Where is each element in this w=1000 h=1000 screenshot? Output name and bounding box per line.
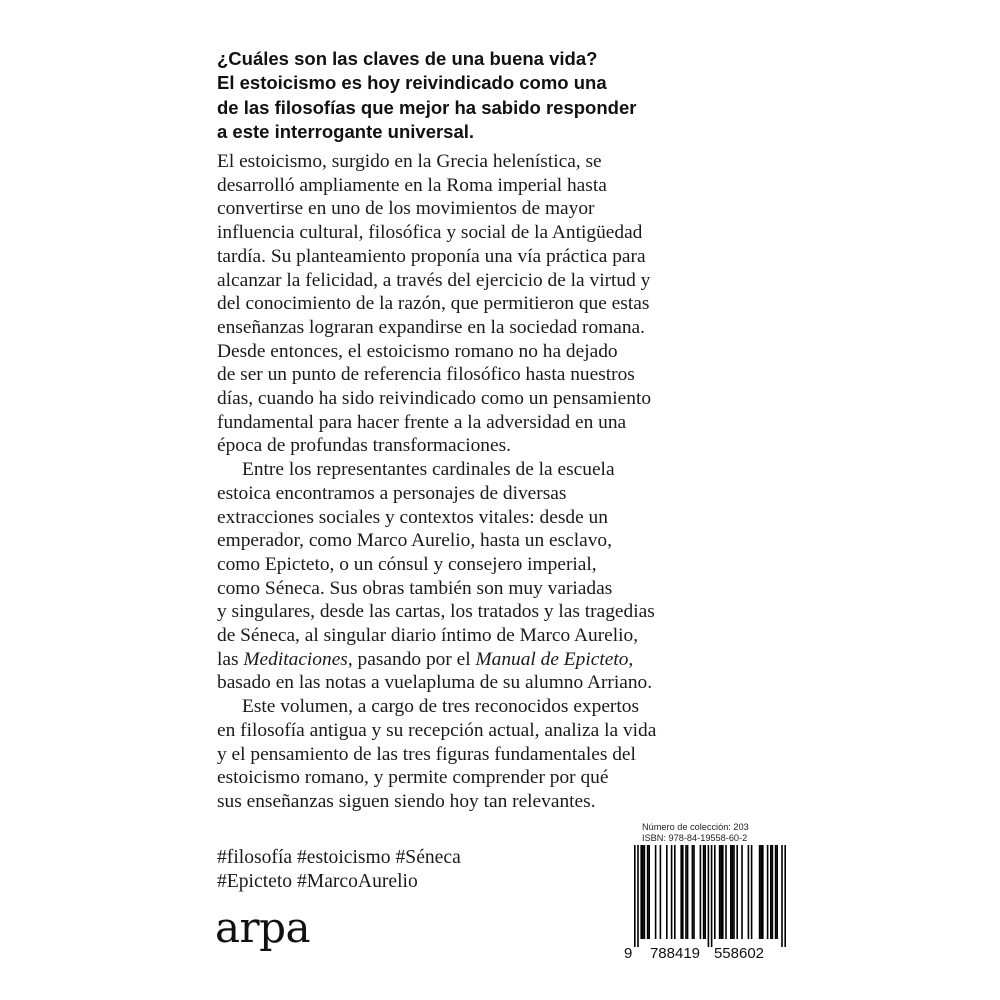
text-line: días, cuando ha sido reivindicado como un pensamiento xyxy=(217,388,652,410)
barcode-bar xyxy=(647,845,649,939)
text-line: enseñanzas lograran expandirse en la sociedad romana. xyxy=(217,316,646,338)
text-line: estoica encontramos a personajes de diversas xyxy=(217,482,567,504)
text-line: El estoicismo, surgido en la Grecia helenística, se xyxy=(217,151,602,172)
text-line: como Séneca. Sus obras también son muy variadas xyxy=(217,577,613,599)
isbn: ISBN: 978-84-19558-60-2 xyxy=(642,833,748,843)
barcode-bar xyxy=(748,845,750,939)
collection-number: Número de colección: 203 xyxy=(642,822,749,832)
text-line: y el pensamiento de las tres figuras fundamentales del xyxy=(217,743,636,765)
text-line: del conocimiento de la razón, que permitieron que estas xyxy=(217,293,650,315)
barcode-bar xyxy=(634,845,636,947)
lead-line: a este interrogante universal. xyxy=(217,121,475,143)
barcode-bar xyxy=(700,845,702,939)
lead-line: de las filosofías que mejor ha sabido responder xyxy=(217,96,637,118)
barcode-bar xyxy=(660,845,662,939)
barcode-bar xyxy=(704,845,706,939)
barcode-bar xyxy=(655,845,657,939)
text-run: las xyxy=(217,648,244,670)
publisher-logo: arpa xyxy=(215,903,311,952)
barcode-bar xyxy=(692,845,694,939)
barcode-bar xyxy=(732,845,734,939)
text-line: de Séneca, al singular diario íntimo de Marco Aurelio, xyxy=(217,625,639,647)
hashtag-line: #Epicteto #MarcoAurelio xyxy=(217,871,418,893)
hashtag-line: #filosofía #estoicismo #Séneca xyxy=(217,847,461,868)
text-line: tardía. Su planteamiento proponía una vía práctica para xyxy=(217,245,646,267)
text-line: época de profundas transformaciones. xyxy=(217,435,511,457)
barcode-digits-right: 558602 xyxy=(713,945,765,962)
text-run: , xyxy=(628,648,634,670)
book-title-manual: Manual de Epicteto xyxy=(475,648,629,670)
barcode-bar xyxy=(784,845,786,947)
barcode-bar xyxy=(741,845,743,939)
barcode-bar xyxy=(722,845,724,939)
text-line: desarrolló ampliamente en la Roma imperial hasta xyxy=(217,174,607,196)
barcode-bar xyxy=(730,845,732,939)
barcode-block xyxy=(617,815,786,962)
barcode-bar xyxy=(642,845,644,939)
barcode-bar xyxy=(674,845,676,939)
barcode-bar xyxy=(751,845,753,939)
barcode-bar xyxy=(781,845,783,947)
barcode-bar xyxy=(760,845,762,939)
barcode-digits-left: 788419 xyxy=(649,945,701,962)
barcode-bar xyxy=(711,845,713,947)
barcode-bar xyxy=(671,845,673,939)
barcode-bar xyxy=(776,845,778,939)
barcode-bar xyxy=(680,845,682,939)
paragraph-2 xyxy=(217,458,797,695)
barcode-bar xyxy=(682,845,684,939)
barcode-bar xyxy=(644,845,646,939)
barcode-digit-prefix: 9 xyxy=(624,945,633,962)
lead-line: El estoicismo es hoy reivindicado como una xyxy=(217,72,607,94)
barcode-bar xyxy=(775,845,777,939)
barcode-bar xyxy=(767,845,769,939)
text-line: de ser un punto de referencia filosófico hasta nuestros xyxy=(217,364,635,386)
barcode-bar xyxy=(693,845,695,939)
text-line: Desde entonces, el estoicismo romano no ha dejado xyxy=(217,340,618,362)
barcode-bar xyxy=(759,845,761,939)
barcode-bar xyxy=(725,845,727,939)
text-line: basado en las notas a vuelapluma de su alumno Arriano. xyxy=(217,672,653,694)
barcode-bar xyxy=(719,845,721,939)
barcode-bar xyxy=(770,845,772,939)
barcode-bar xyxy=(733,845,735,939)
barcode-bar xyxy=(762,845,764,939)
text-line xyxy=(217,648,797,672)
barcode-bar xyxy=(720,845,722,939)
barcode-bar xyxy=(648,845,650,939)
text-line: Entre los representantes cardinales de la escuela xyxy=(242,459,615,481)
barcode-bars xyxy=(634,845,786,947)
text-line: influencia cultural, filosófica y social de la Antigüedad xyxy=(217,222,643,244)
text-line: como Epicteto, o un cónsul y consejero imperial, xyxy=(217,553,597,575)
text-line: alcanzar la felicidad, a través del ejercicio de la virtud y xyxy=(217,269,651,291)
paragraph-1 xyxy=(217,150,797,458)
text-line: fundamental para hacer frente a la adversidad en una xyxy=(217,411,627,433)
lead-question xyxy=(217,47,777,145)
text-line: estoicismo romano, y permite comprender por qué xyxy=(217,767,609,789)
text-line: convertirse en uno de los movimientos de mayor xyxy=(217,198,595,220)
text-line: extracciones sociales y contextos vitales: desde un xyxy=(217,506,608,528)
text-line: sus enseñanzas siguen siendo hoy tan relevantes. xyxy=(217,790,596,812)
text-line: y singulares, desde las cartas, los tratados y las tragedias xyxy=(217,601,655,623)
barcode-bar xyxy=(736,845,738,939)
barcode-bar xyxy=(687,845,689,939)
synopsis xyxy=(217,150,797,814)
barcode-bar xyxy=(640,845,642,939)
barcode-bar xyxy=(637,845,639,947)
barcode-bar xyxy=(708,845,710,947)
text-line: emperador, como Marco Aurelio, hasta un esclavo, xyxy=(217,530,612,552)
barcode-bar xyxy=(714,845,716,939)
barcode-bar xyxy=(685,845,687,939)
barcode-bar xyxy=(666,845,668,939)
barcode-bar xyxy=(772,845,774,939)
paragraph-3 xyxy=(217,695,797,814)
text-line: en filosofía antigua y su recepción actual, analiza la vida xyxy=(217,719,657,741)
book-title-meditaciones: Meditaciones xyxy=(243,648,348,670)
barcode-meta xyxy=(642,822,749,844)
barcode-bar xyxy=(703,845,705,939)
hashtags xyxy=(217,846,461,895)
text-run: , pasando por el xyxy=(347,648,476,670)
lead-line: ¿Cuáles son las claves de una buena vida? xyxy=(217,48,598,69)
text-line: Este volumen, a cargo de tres reconocidos expertos xyxy=(242,696,640,718)
isbn-barcode xyxy=(617,845,786,962)
